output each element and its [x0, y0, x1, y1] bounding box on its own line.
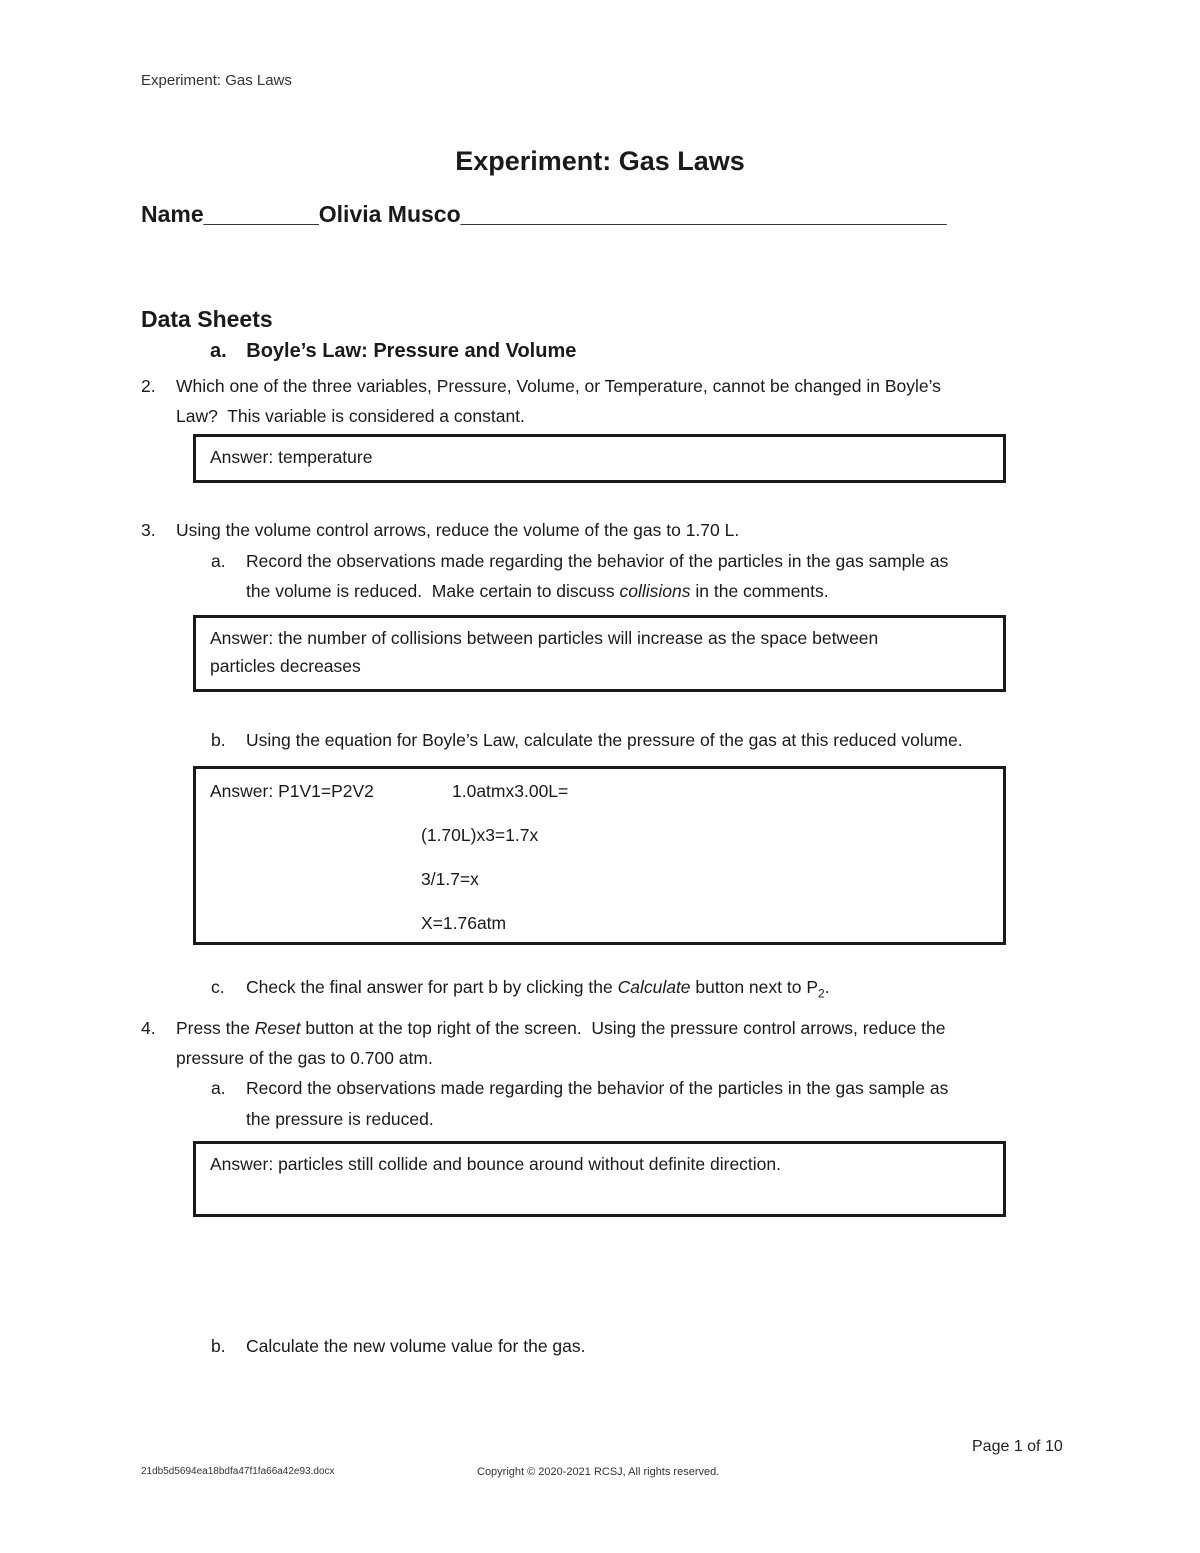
q4-text-post: button at the top right of the screen. Using the pressure control arrows, reduce the	[300, 1018, 946, 1038]
q4a-text-line1: Record the observations made regarding the behavior of the particles in the gas sample as	[246, 1078, 949, 1098]
q3-number: 3.	[141, 520, 156, 540]
q3c-text-pre: Check the final answer for part b by clicking the	[246, 977, 618, 997]
q4a-answer: Answer: particles still collide and bounce around without definite direction.	[210, 1154, 782, 1174]
page-number: Page 1 of 10	[972, 1438, 1063, 1455]
q2-text-line2: Law? This variable is considered a constant.	[176, 406, 525, 426]
q3c-text	[246, 972, 830, 1009]
name-line: Name_________Olivia Musco______________________________________	[141, 201, 947, 227]
q3c-text-post: button next to P	[690, 977, 818, 997]
q4b-text: Calculate the new volume value for the gas.	[246, 1336, 586, 1356]
q3a-answer-line1: Answer: the number of collisions between particles will increase as the space between	[210, 628, 879, 648]
footer-copyright: Copyright © 2020-2021 RCSJ, All rights reserved.	[477, 1466, 720, 1478]
q4-text-line1	[176, 1013, 945, 1043]
q3a-text-emphasis: collisions	[619, 581, 691, 601]
q3a-text-line2	[246, 576, 829, 606]
subsection-heading	[210, 340, 576, 363]
q3c-marker: c.	[211, 977, 225, 997]
q3a-text-line1: Record the observations made regarding the behavior of the particles in the gas sample as	[246, 551, 949, 571]
q3-text: Using the volume control arrows, reduce the volume of the gas to 1.70 L.	[176, 520, 740, 540]
q4-text-pre: Press the	[176, 1018, 255, 1038]
q3c-subscript: 2	[818, 986, 825, 1001]
q2-answer-box	[193, 434, 1006, 483]
q4a-answer-box	[193, 1141, 1006, 1217]
q2-number: 2.	[141, 376, 156, 396]
q3a-text-pre: the volume is reduced. Make certain to discuss	[246, 581, 620, 601]
q3b-work-line1: 1.0atmx3.00L=	[452, 781, 569, 801]
q3b-work-line4: X=1.76atm	[421, 913, 507, 933]
subsection-marker: a.	[210, 340, 227, 362]
q3b-work-line2: (1.70L)x3=1.7x	[421, 825, 539, 845]
subsection-title: Boyle’s Law: Pressure and Volume	[246, 340, 577, 362]
q4b-marker: b.	[211, 1336, 226, 1356]
section-title: Data Sheets	[141, 306, 273, 332]
q4-text-line2: pressure of the gas to 0.700 atm.	[176, 1048, 433, 1068]
q3c-text-end: .	[824, 977, 830, 997]
q3b-work-line3: 3/1.7=x	[421, 869, 479, 889]
q3a-answer-line2: particles decreases	[210, 656, 361, 676]
document-title: Experiment: Gas Laws	[455, 146, 745, 176]
q3a-text-post: in the comments.	[690, 581, 829, 601]
q4-number: 4.	[141, 1018, 156, 1038]
q4a-text-line2: the pressure is reduced.	[246, 1109, 434, 1129]
q3b-answer-box	[193, 766, 1006, 945]
q3b-text: Using the equation for Boyle’s Law, calculate the pressure of the gas at this reduced volume.	[246, 730, 963, 750]
footer-file-id: 21db5d5694ea18bdfa47f1fa66a42e93.docx	[141, 1466, 335, 1477]
q2-answer: Answer: temperature	[210, 447, 373, 467]
q3a-answer-box	[193, 615, 1006, 692]
q4a-marker: a.	[211, 1078, 226, 1098]
q4-text-emphasis: Reset	[254, 1018, 301, 1038]
q2-text-line1: Which one of the three variables, Pressure, Volume, or Temperature, cannot be changed in Boyle’s	[176, 376, 941, 396]
q3c-text-emphasis: Calculate	[617, 977, 691, 997]
q3b-answer-label: Answer: P1V1=P2V2	[210, 781, 374, 801]
q3b-marker: b.	[211, 730, 226, 750]
running-header: Experiment: Gas Laws	[141, 72, 292, 89]
q3a-marker: a.	[211, 551, 226, 571]
